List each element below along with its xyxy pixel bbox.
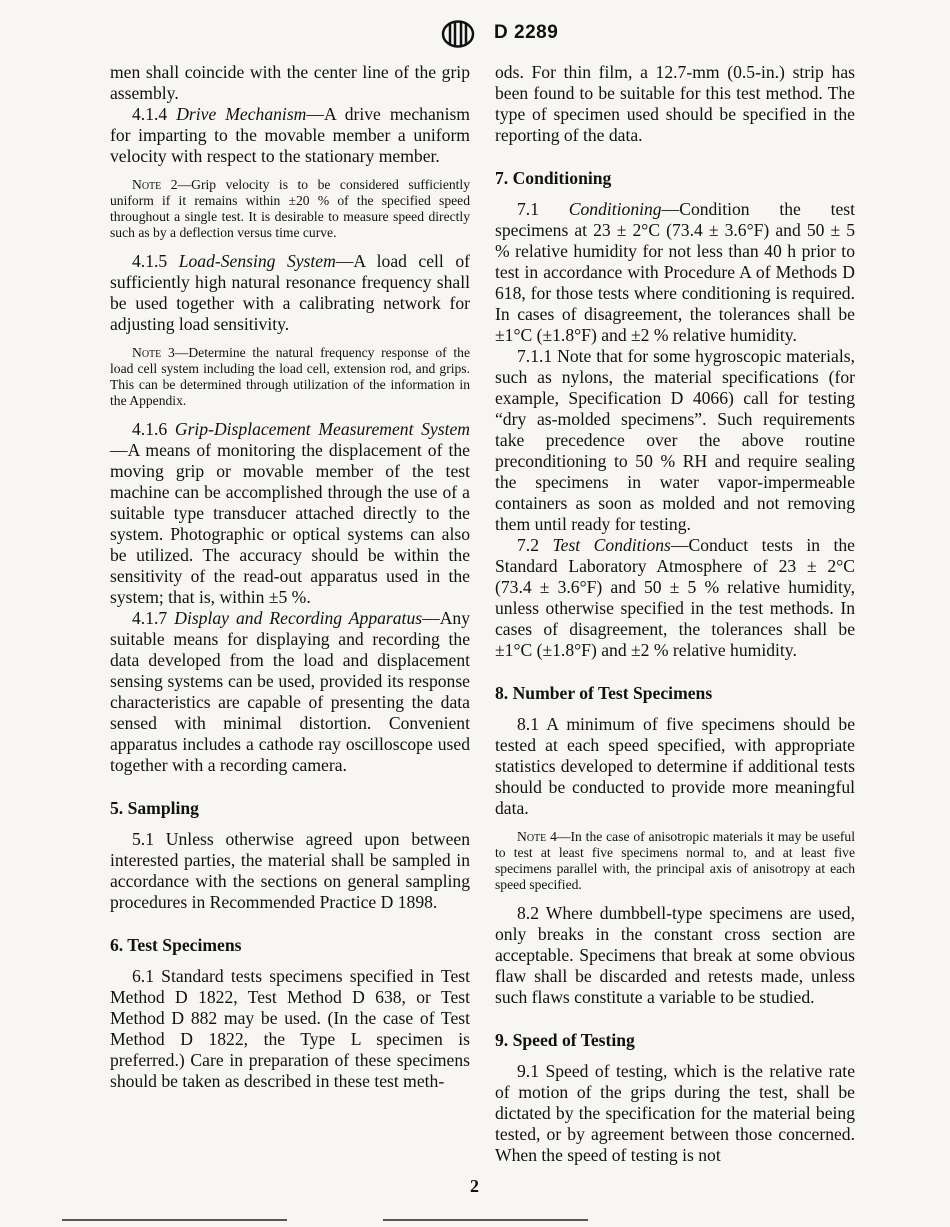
footer-rule-left xyxy=(62,1219,287,1221)
astm-logo-icon xyxy=(441,20,475,48)
page-header xyxy=(0,18,950,50)
paragraph-7-2: 7.2 Test Conditions—Conduct tests in the Standard Laboratory Atmosphere of 23 ± 2°C (73.4 ± 3.6°F) and 50 ± 5 % relative humidity, unless otherwise specified in the test methods. In cases of disagreement, the tolerances shall be ±1°C (±1.8°F) and ±2 % relative humidity. xyxy=(495,535,855,660)
left-column xyxy=(110,62,470,1092)
section-heading-conditioning: 7. Conditioning xyxy=(495,168,612,188)
paragraph-4-1-7: 4.1.7 Display and Recording Apparatus—Any suitable means for displaying and recording the data developed from the load and displacement sensing systems can be used, provided its response characteristics are capable of presenting the data sensed with minimal distortion. Convenient apparatus includes a cathode ray oscilloscope used together with a recording camera. xyxy=(110,608,470,775)
paragraph-8-1: 8.1 A minimum of five specimens should be tested at each speed specified, with appropriate statistics developed to determine if additional tests should be conducted to provide more meaningful data. xyxy=(495,714,855,818)
paragraph-continuation: ods. For thin film, a 12.7-mm (0.5-in.) strip has been found to be suitable for this test method. The type of specimen used should be specified in the reporting of the data. xyxy=(495,62,855,145)
paragraph-4-1-4: 4.1.4 Drive Mechanism—A drive mechanism for imparting to the movable member a uniform velocity with respect to the stationary member. xyxy=(110,104,470,166)
note-2: Note 2—Grip velocity is to be considered sufficiently uniform if it remains within ±20 % of the specified speed throughout a single test. It is desirable to measure speed directly such as by a deflection versus time curve. xyxy=(110,177,470,240)
note-4: Note 4—In the case of anisotropic materials it may be useful to test at least five specimens normal to, and at least five specimens parallel with, the principal axis of anisotropy at each speed specified. xyxy=(495,829,855,892)
paragraph-7-1-1: 7.1.1 Note that for some hygroscopic materials, such as nylons, the material specifications (for example, Specification D 4066) call for testing “dry as-molded specimens”. Such requirements take precedence over the above routine preconditioning to 50 % RH and require sealing the specimens in water vapor-impermeable containers as soon as molded and not removing them until ready for testing. xyxy=(495,346,855,534)
paragraph-5-1: 5.1 Unless otherwise agreed upon between interested parties, the material shall be sampled in accordance with the sections on general sampling procedures in Recommended Practice D 1898. xyxy=(110,829,470,912)
page-number: 2 xyxy=(470,1176,479,1196)
right-column xyxy=(495,62,855,1166)
footer-rule-right xyxy=(383,1219,588,1221)
standard-designation: D 2289 xyxy=(494,22,559,43)
section-heading-number-of-specimens: 8. Number of Test Specimens xyxy=(495,683,713,703)
section-heading-speed-of-testing: 9. Speed of Testing xyxy=(495,1030,635,1050)
paragraph-4-1-6: 4.1.6 Grip-Displacement Measurement System—A means of monitoring the displacement of the moving grip or movable member of the test machine can be accomplished through the use of a suitable type transducer attached directly to the system. Photographic or optical systems can also be utilized. The accuracy should be within the sensitivity of the read-out apparatus used in the system; that is, within ±5 %. xyxy=(110,419,470,607)
section-heading-sampling: 5. Sampling xyxy=(110,798,199,818)
paragraph-7-1: 7.1 Conditioning—Condition the test specimens at 23 ± 2°C (73.4 ± 3.6°F) and 50 ± 5 % relative humidity for not less than 40 h prior to test in accordance with Procedure A of Methods D 618, for those tests where conditioning is required. In cases of disagreement, the tolerances shall be ±1°C (±1.8°F) and ±2 % relative humidity. xyxy=(495,199,855,345)
paragraph-continuation: men shall coincide with the center line of the grip assembly. xyxy=(110,62,470,103)
paragraph-6-1: 6.1 Standard tests specimens specified in Test Method D 1822, Test Method D 638, or Test Method D 882 may be used. (In the case of Test Method D 1822, the Type L specimen is preferred.) Care in preparation of these specimens should be taken as described in these test meth- xyxy=(110,966,470,1091)
note-3: Note 3—Determine the natural frequency response of the load cell system including the load cell, extension rod, and grips. This can be determined through utilization of the information in the Appendix. xyxy=(110,345,471,408)
paragraph-8-2: 8.2 Where dumbbell-type specimens are used, only breaks in the constant cross section are acceptable. Specimens that break at some obvious flaw shall be discarded and retests made, unless such flaws constitute a variable to be studied. xyxy=(495,903,855,1007)
paragraph-9-1: 9.1 Speed of testing, which is the relative rate of motion of the grips during the test, shall be dictated by the specification for the material being tested, or by agreement between those concerned. When the speed of testing is not xyxy=(495,1061,855,1165)
paragraph-4-1-5: 4.1.5 Load-Sensing System—A load cell of sufficiently high natural resonance frequency shall be used together with a calibrating network for adjusting load sensitivity. xyxy=(110,251,470,334)
section-heading-test-specimens: 6. Test Specimens xyxy=(110,935,242,955)
